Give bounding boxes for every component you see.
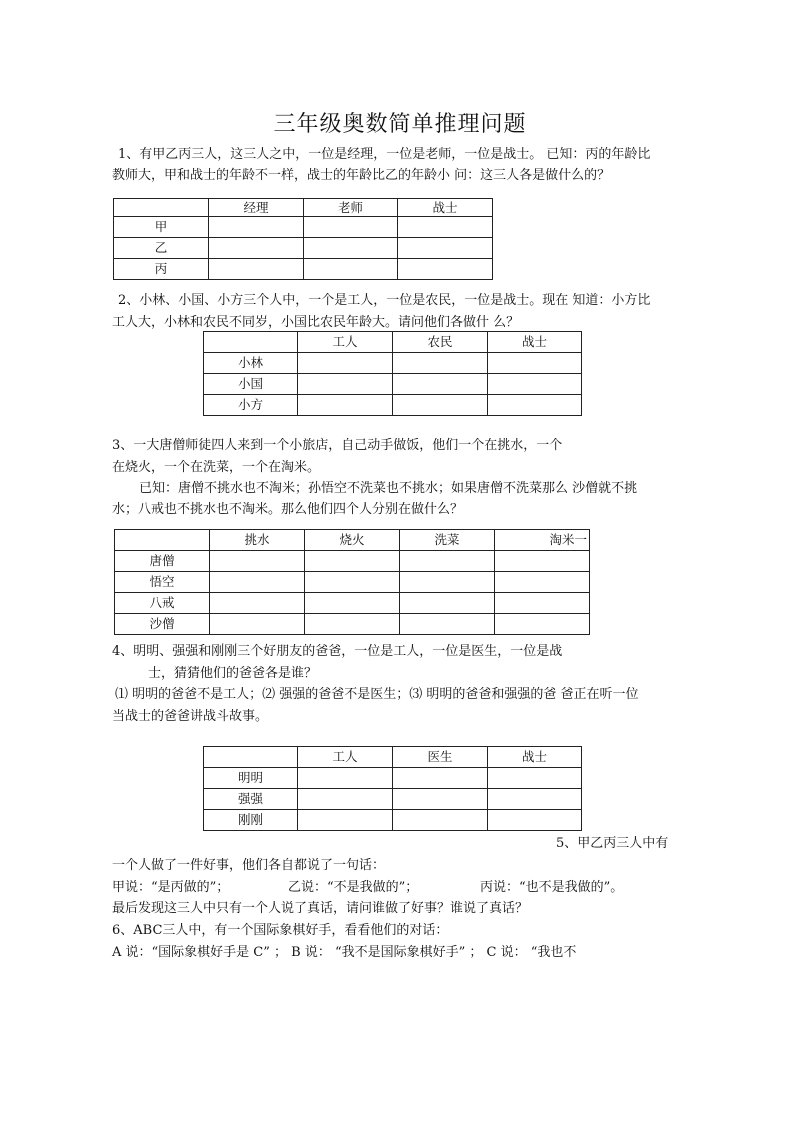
header-cell: 老师 xyxy=(304,199,398,217)
answer-cell[interactable] xyxy=(393,810,488,831)
answer-cell[interactable] xyxy=(495,614,590,635)
table-row xyxy=(115,551,590,572)
q2-line1: 2、小林、小国、小方三个人中，一个是工人，一位是农民，一位是战士。现在 知道：小方比 xyxy=(118,293,651,308)
header-cell: 烧火 xyxy=(305,530,400,551)
answer-cell[interactable] xyxy=(495,572,590,593)
answer-cell[interactable] xyxy=(209,238,304,259)
answer-cell[interactable] xyxy=(210,551,305,572)
q5-line1: 5、甲乙丙三人中有 xyxy=(556,836,669,851)
answer-cell[interactable] xyxy=(298,374,393,395)
table-row xyxy=(115,614,590,635)
answer-cell[interactable] xyxy=(398,238,493,259)
table-row xyxy=(114,259,493,280)
answer-cell[interactable] xyxy=(210,614,305,635)
q4-line4: 当战士的爸爸讲战斗故事。 xyxy=(112,709,269,724)
answer-cell[interactable] xyxy=(393,353,488,374)
header-cell: 经理 xyxy=(209,199,304,217)
answer-cell[interactable] xyxy=(488,810,582,831)
q1-table xyxy=(113,198,493,280)
q3-line2: 在烧火，一个在洗菜，一个在淘米。 xyxy=(112,460,321,475)
answer-cell[interactable] xyxy=(488,768,582,789)
q2-line2: 工人大，小林和农民不同岁，小国比农民年龄大。请问他们各做什 么？ xyxy=(112,315,520,330)
table-row xyxy=(114,238,493,259)
answer-cell[interactable] xyxy=(393,768,488,789)
table-row xyxy=(114,217,493,238)
header-cell: 洗菜 xyxy=(400,530,495,551)
table-header-row xyxy=(204,332,582,353)
q4-table xyxy=(203,746,582,831)
header-cell: 战士 xyxy=(398,199,493,217)
table-header-row xyxy=(204,747,582,768)
header-cell: 工人 xyxy=(298,747,393,768)
header-cell: 淘米一 xyxy=(495,530,590,551)
answer-cell[interactable] xyxy=(298,353,393,374)
header-cell xyxy=(115,530,210,551)
q5-line2: 一个人做了一件好事，他们各自都说了一句话： xyxy=(112,858,386,873)
q2-table xyxy=(203,331,582,416)
answer-cell[interactable] xyxy=(393,789,488,810)
q5-line3-yi: 乙说：“不是我做的”； xyxy=(288,880,419,895)
answer-cell[interactable] xyxy=(210,572,305,593)
table-row xyxy=(204,395,582,416)
answer-cell[interactable] xyxy=(400,593,495,614)
q4-line1: 4、明明、强强和刚刚三个好朋友的爸爸，一位是工人，一位是医生，一位是战 xyxy=(112,644,563,659)
table-row xyxy=(204,789,582,810)
row-label: 唐僧 xyxy=(115,551,210,572)
q3-line3: 已知：唐僧不挑水也不淘米；孙悟空不洗菜也不挑水；如果唐僧不洗菜那么 沙僧就不挑 xyxy=(139,481,638,496)
table-row xyxy=(204,353,582,374)
header-cell: 医生 xyxy=(393,747,488,768)
row-label: 强强 xyxy=(204,789,298,810)
answer-cell[interactable] xyxy=(305,551,400,572)
table-row xyxy=(115,572,590,593)
answer-cell[interactable] xyxy=(400,614,495,635)
answer-cell[interactable] xyxy=(398,217,493,238)
answer-cell[interactable] xyxy=(209,217,304,238)
table-row xyxy=(204,810,582,831)
table-row xyxy=(204,374,582,395)
header-cell: 战士 xyxy=(488,747,582,768)
answer-cell[interactable] xyxy=(210,593,305,614)
q5-line4: 最后发现这三人中只有一个人说了真话，请问谁做了好事？谁说了真话？ xyxy=(112,901,529,916)
row-label: 丙 xyxy=(114,259,209,280)
q1-line1: 1、有甲乙丙三人，这三人之中，一位是经理，一位是老师，一位是战士。 已知：丙的年龄比 xyxy=(118,147,651,162)
header-cell: 农民 xyxy=(393,332,488,353)
answer-cell[interactable] xyxy=(298,789,393,810)
row-label: 悟空 xyxy=(115,572,210,593)
row-label: 明明 xyxy=(204,768,298,789)
q6-line1: 6、ABC三人中，有一个国际象棋好手，看看他们的对话： xyxy=(112,923,449,938)
table-header-row xyxy=(114,199,493,217)
q3-line4: 水；八戒也不挑水也不淘米。那么他们四个人分别在做什么？ xyxy=(112,502,464,517)
table-row xyxy=(204,768,582,789)
answer-cell[interactable] xyxy=(305,572,400,593)
answer-cell[interactable] xyxy=(304,217,398,238)
answer-cell[interactable] xyxy=(305,614,400,635)
row-label: 甲 xyxy=(114,217,209,238)
q5-line3-bing: 丙说：“也不是我做的”。 xyxy=(480,880,624,895)
answer-cell[interactable] xyxy=(495,593,590,614)
answer-cell[interactable] xyxy=(400,551,495,572)
answer-cell[interactable] xyxy=(488,353,582,374)
row-label: 八戒 xyxy=(115,593,210,614)
answer-cell[interactable] xyxy=(488,789,582,810)
header-cell: 挑水 xyxy=(210,530,305,551)
table-header-row xyxy=(115,530,590,551)
answer-cell[interactable] xyxy=(304,259,398,280)
answer-cell[interactable] xyxy=(209,259,304,280)
row-label: 小林 xyxy=(204,353,298,374)
q5-line3-jia: 甲说：“是丙做的”； xyxy=(112,880,230,895)
q6-line2: A 说：“国际象棋好手是 C” ； B 说： “我不是国际象棋好手” ； C 说： “我也不 xyxy=(112,945,577,960)
table-row xyxy=(115,593,590,614)
row-label: 小方 xyxy=(204,395,298,416)
header-cell xyxy=(204,332,298,353)
answer-cell[interactable] xyxy=(398,259,493,280)
answer-cell[interactable] xyxy=(488,395,582,416)
page-title: 三年级奥数简单推理问题 xyxy=(273,112,527,137)
answer-cell[interactable] xyxy=(393,374,488,395)
answer-cell[interactable] xyxy=(298,768,393,789)
row-label: 沙僧 xyxy=(115,614,210,635)
answer-cell[interactable] xyxy=(400,572,495,593)
row-label: 刚刚 xyxy=(204,810,298,831)
q4-line3: ⑴ 明明的爸爸不是工人；⑵ 强强的爸爸不是医生；⑶ 明明的爸爸和强强的爸 爸正在听一位 xyxy=(115,687,639,702)
answer-cell[interactable] xyxy=(304,238,398,259)
header-cell xyxy=(204,747,298,768)
header-cell: 工人 xyxy=(298,332,393,353)
answer-cell[interactable] xyxy=(298,810,393,831)
q1-line2: 教师大，甲和战士的年龄不一样，战士的年龄比乙的年龄小 问：这三人各是做什么的？ xyxy=(112,168,611,183)
answer-cell[interactable] xyxy=(393,395,488,416)
header-cell xyxy=(114,199,209,217)
q3-table xyxy=(114,529,590,635)
answer-cell[interactable] xyxy=(488,374,582,395)
row-label: 乙 xyxy=(114,238,209,259)
q3-line1: 3、一大唐僧师徒四人来到一个小旅店，自己动手做饭，他们一个在挑水，一个 xyxy=(112,438,563,453)
header-cell: 战士 xyxy=(488,332,582,353)
answer-cell[interactable] xyxy=(495,551,590,572)
row-label: 小国 xyxy=(204,374,298,395)
answer-cell[interactable] xyxy=(305,593,400,614)
q4-line2: 士，猜猜他们的爸爸各是谁？ xyxy=(148,666,318,681)
answer-cell[interactable] xyxy=(298,395,393,416)
